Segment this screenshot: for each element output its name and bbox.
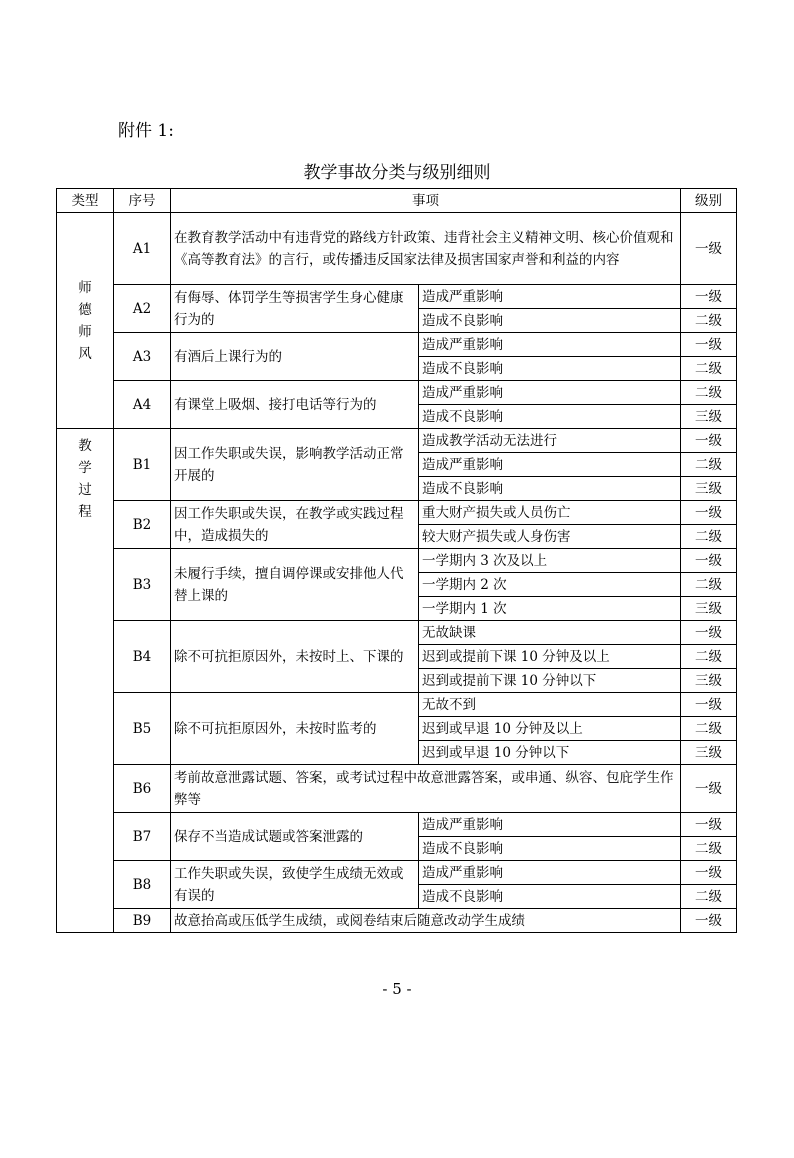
row-level: 一级 [681,813,737,837]
row-condition: 造成严重影响 [419,285,681,309]
row-level: 二级 [681,837,737,861]
row-level: 三级 [681,477,737,501]
header-type: 类型 [57,189,114,213]
row-number: B8 [114,861,171,909]
row-condition: 迟到或提前下课 10 分钟以下 [419,669,681,693]
row-number: B5 [114,693,171,765]
row-level: 一级 [681,621,737,645]
row-item: 考前故意泄露试题、答案，或考试过程中故意泄露答案，或串通、纵容、包庇学生作弊等 [171,765,681,813]
row-level: 二级 [681,573,737,597]
row-condition: 一学期内 3 次及以上 [419,549,681,573]
table-row [57,693,737,717]
header-item: 事项 [171,189,681,213]
row-number: B7 [114,813,171,861]
rules-table [56,188,737,933]
table-row [57,861,737,885]
row-level: 二级 [681,645,737,669]
row-condition: 造成教学活动无法进行 [419,429,681,453]
row-condition: 造成严重影响 [419,453,681,477]
row-item: 有酒后上课行为的 [171,333,419,381]
row-item: 保存不当造成试题或答案泄露的 [171,813,419,861]
category-cell [57,213,114,429]
row-condition: 造成不良影响 [419,477,681,501]
row-level: 一级 [681,285,737,309]
row-condition: 造成不良影响 [419,309,681,333]
row-level: 一级 [681,549,737,573]
row-condition: 无故不到 [419,693,681,717]
row-condition: 迟到或早退 10 分钟及以上 [419,717,681,741]
row-condition: 造成严重影响 [419,333,681,357]
row-number: B1 [114,429,171,501]
row-number: B9 [114,909,171,933]
row-number: A3 [114,333,171,381]
table-row [57,909,737,933]
row-level: 一级 [681,765,737,813]
row-condition: 较大财产损失或人身伤害 [419,525,681,549]
row-item: 因工作失职或失误，在教学或实践过程中，造成损失的 [171,501,419,549]
row-number: B3 [114,549,171,621]
page-number: - 5 - [382,980,412,998]
row-item: 有侮辱、体罚学生等损害学生身心健康行为的 [171,285,419,333]
row-item: 未履行手续，擅自调停课或安排他人代替上课的 [171,549,419,621]
row-number: A1 [114,213,171,285]
header-no: 序号 [114,189,171,213]
row-level: 二级 [681,357,737,381]
rules-table-body [57,189,737,933]
table-row [57,429,737,453]
row-level: 一级 [681,693,737,717]
row-condition: 造成严重影响 [419,861,681,885]
row-condition: 迟到或早退 10 分钟以下 [419,741,681,765]
row-condition: 迟到或提前下课 10 分钟及以上 [419,645,681,669]
row-condition: 一学期内 1 次 [419,597,681,621]
table-row [57,813,737,837]
row-number: B2 [114,501,171,549]
row-item: 工作失职或失误，致使学生成绩无效或有误的 [171,861,419,909]
row-item: 故意抬高或压低学生成绩，或阅卷结束后随意改动学生成绩 [171,909,681,933]
row-level: 二级 [681,525,737,549]
row-condition: 重大财产损失或人员伤亡 [419,501,681,525]
row-level: 一级 [681,501,737,525]
row-level: 二级 [681,381,737,405]
row-level: 二级 [681,309,737,333]
attachment-label: 附件 1: [118,121,174,141]
row-level: 一级 [681,429,737,453]
category-label: 教学过程 [78,438,92,520]
row-condition: 造成不良影响 [419,837,681,861]
row-item: 因工作失职或失误，影响教学活动正常开展的 [171,429,419,501]
row-level: 一级 [681,213,737,285]
header-level: 级别 [681,189,737,213]
row-item: 有课堂上吸烟、接打电话等行为的 [171,381,419,429]
row-condition: 无故缺课 [419,621,681,645]
document-title: 教学事故分类与级别细则 [303,163,491,183]
table-row [57,549,737,573]
row-level: 三级 [681,669,737,693]
category-cell [57,429,114,933]
row-level: 二级 [681,885,737,909]
row-level: 一级 [681,909,737,933]
row-item: 除不可抗拒原因外，未按时上、下课的 [171,621,419,693]
row-condition: 造成严重影响 [419,813,681,837]
row-level: 三级 [681,405,737,429]
table-row [57,381,737,405]
row-condition: 造成不良影响 [419,357,681,381]
header-row [57,189,737,213]
row-level: 二级 [681,717,737,741]
row-level: 三级 [681,741,737,765]
row-number: A4 [114,381,171,429]
row-level: 一级 [681,333,737,357]
row-condition: 造成不良影响 [419,405,681,429]
table-row [57,501,737,525]
row-level: 一级 [681,861,737,885]
row-condition: 一学期内 2 次 [419,573,681,597]
row-condition: 造成严重影响 [419,381,681,405]
row-number: A2 [114,285,171,333]
row-number: B4 [114,621,171,693]
row-condition: 造成不良影响 [419,885,681,909]
table-row [57,333,737,357]
row-item: 除不可抗拒原因外，未按时监考的 [171,693,419,765]
row-level: 三级 [681,597,737,621]
table-row [57,285,737,309]
category-label: 师德师风 [78,279,92,362]
row-level: 二级 [681,453,737,477]
table-row [57,621,737,645]
table-row [57,213,737,285]
table-row [57,765,737,813]
row-number: B6 [114,765,171,813]
row-item: 在教育教学活动中有违背党的路线方针政策、违背社会主义精神文明、核心价值观和《高等教育法》的言行，或传播违反国家法律及损害国家声誉和利益的内容 [171,213,681,285]
